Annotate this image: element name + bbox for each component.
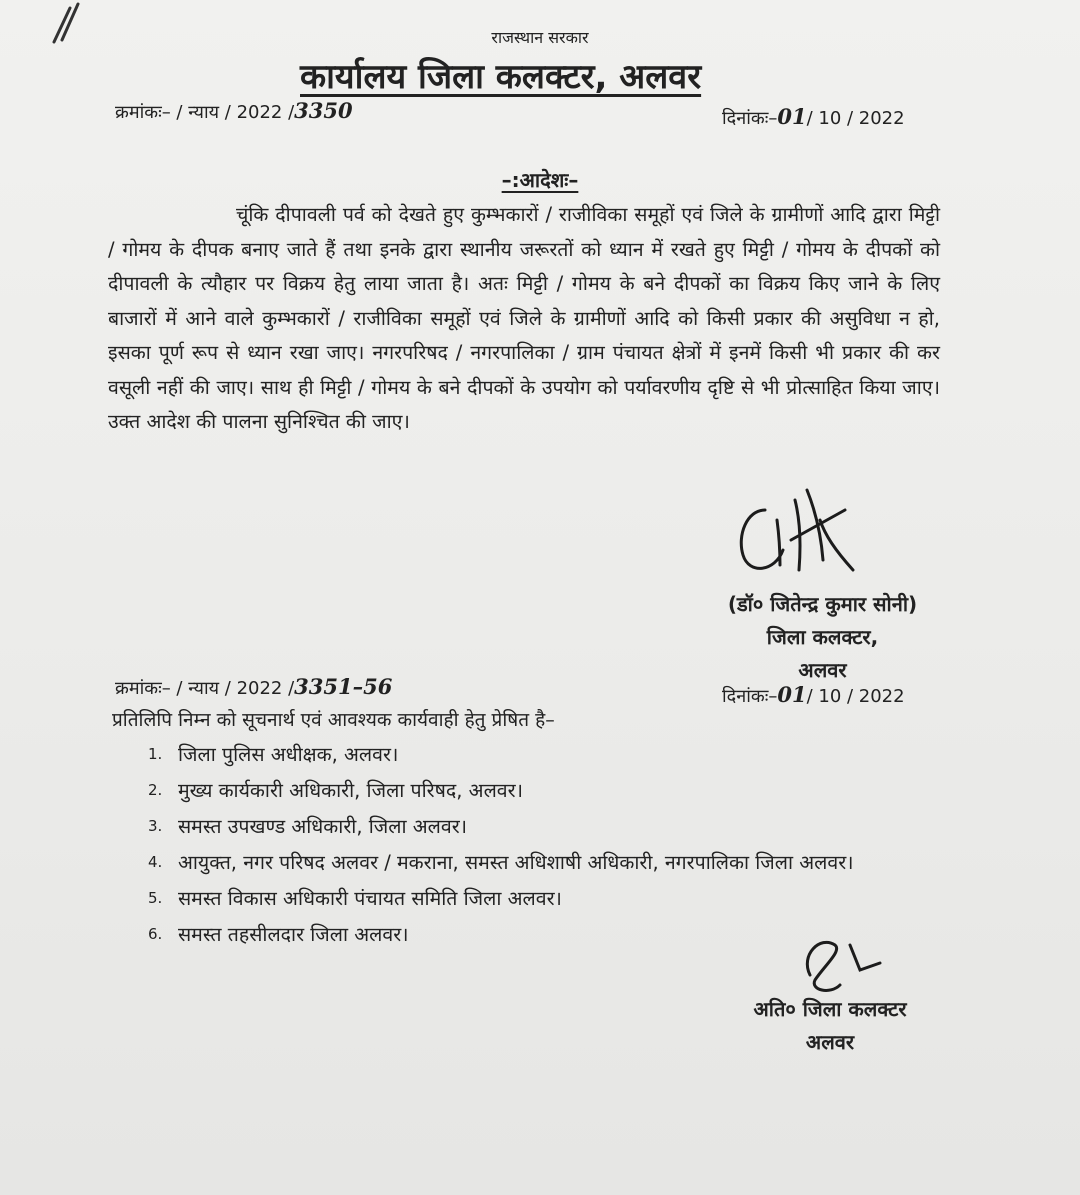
second-signatory-block <box>725 993 935 1059</box>
government-name: राजस्थान सरकार <box>491 28 589 47</box>
recipient-item <box>148 882 908 915</box>
recipient-number: 4. <box>148 853 163 871</box>
copy-reference-prefix: क्रमांकः– / न्याय / 2022 / <box>115 678 295 699</box>
recipient-number: 1. <box>148 745 163 763</box>
recipient-number: 6. <box>148 925 163 943</box>
recipient-text: आयुक्त, नगर परिषद अलवर / मकराना, समस्त अधिशाषी अधिकारी, नगरपालिका जिला अलवर। <box>178 851 854 874</box>
recipient-item <box>148 810 908 843</box>
recipient-text: मुख्य कार्यकारी अधिकारी, जिला परिषद, अलवर। <box>178 779 523 802</box>
recipient-text: जिला पुलिस अधीक्षक, अलवर। <box>178 743 399 766</box>
order-date <box>722 104 905 130</box>
signatory-name: (डॉ० जितेन्द्र कुमार सोनी) <box>727 592 918 616</box>
recipient-item <box>148 846 908 879</box>
signatory-block <box>700 588 945 687</box>
signatory-place: अलवर <box>798 658 847 682</box>
copy-date-day: 01 <box>777 682 807 707</box>
order-body: चूंकि दीपावली पर्व को देखते हुए कुम्भकारों / राजीविका समूहों एवं जिले के ग्रामीणों आदि द्वारा मिट्टी / गोमय के दीपक बनाए जाते हैं तथा इनके द्वारा स्थानीय जरूरतों को ध्यान में रखते हुए मिट्टी / गोमय के दीपकों को दीपावली के त्यौहार पर विक्रय हेतु लाया जाता है। अतः मिट्टी / गोमय के बने दीपकों का विक्रय किए जाने के लिए बाजारों में आने वाले कुम्भकारों / राजीविका समूहों एवं जिले के ग्रामीणों आदि को किसी प्रकार की असुविधा न हो, इसका पूर्ण रूप से ध्यान रखा जाए। नगरपरिषद / नगरपालिका / ग्राम पंचायत क्षेत्रों में इनमें किसी भी प्रकार की कर वसूली नहीं की जाए। साथ ही मिट्टी / गोमय के बने दीपकों के उपयोग को पर्यावरणीय दृष्टि से भी प्रोत्साहित किया जाए। उक्त आदेश की पालना सुनिश्चित की जाए। <box>108 203 940 433</box>
recipient-number: 3. <box>148 817 163 835</box>
order-reference <box>115 98 353 124</box>
order-date-day: 01 <box>777 104 807 129</box>
signatory-designation: जिला कलक्टर, <box>766 625 879 649</box>
collector-signature <box>725 480 860 585</box>
copy-date-prefix: दिनांकः– <box>722 686 778 707</box>
recipient-number: 5. <box>148 889 163 907</box>
copy-date <box>722 682 905 708</box>
recipient-text: समस्त उपखण्ड अधिकारी, जिला अलवर। <box>178 815 468 838</box>
copy-reference <box>115 674 392 700</box>
order-reference-prefix: क्रमांकः– / न्याय / 2022 / <box>115 102 295 123</box>
second-signatory-designation: अति० जिला कलक्टर <box>753 997 907 1021</box>
order-heading <box>0 166 1080 193</box>
recipient-number: 2. <box>148 781 163 799</box>
recipient-text: समस्त विकास अधिकारी पंचायत समिति जिला अलवर। <box>178 887 562 910</box>
recipient-item <box>148 774 908 807</box>
order-heading-text: –:आदेशः– <box>501 168 579 192</box>
order-reference-number: 3350 <box>294 98 353 123</box>
second-signatory-place: अलवर <box>805 1030 855 1054</box>
recipients-list <box>148 738 908 954</box>
copy-intro: प्रतिलिपि निम्न को सूचनार्थ एवं आवश्यक कार्यवाही हेतु प्रेषित है– <box>112 709 555 731</box>
recipient-item <box>148 738 908 771</box>
office-title: कार्यालय जिला कलक्टर, अलवर <box>300 57 702 97</box>
order-date-rest: / 10 / 2022 <box>806 108 905 129</box>
copy-date-rest: / 10 / 2022 <box>806 686 905 707</box>
recipient-text: समस्त तहसीलदार जिला अलवर। <box>178 923 409 946</box>
order-date-prefix: दिनांकः– <box>722 108 778 129</box>
copy-reference-number: 3351–56 <box>294 674 393 699</box>
